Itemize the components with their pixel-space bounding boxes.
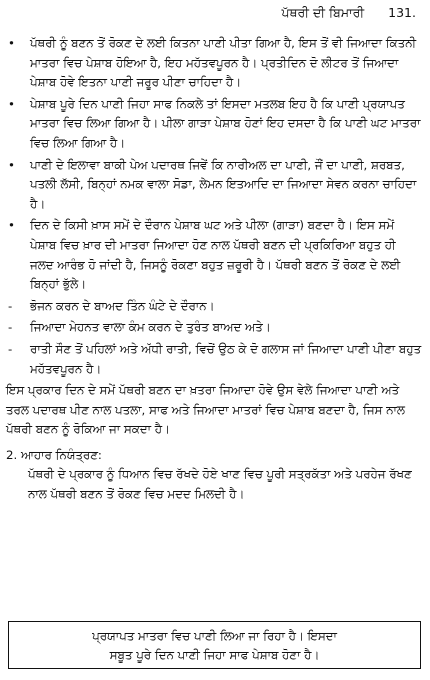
- dash-item-text: ਜਿਆਦਾ ਮੇਹਨਤ ਵਾਲਾ ਕੰਮ ਕਰਨ ਦੇ ਤੁਰੰਤ ਬਾਅਦ ਅਤੇ।: [30, 320, 271, 335]
- page-header: [0, 5, 416, 21]
- list-item: [6, 216, 422, 294]
- dash-item: [6, 297, 422, 317]
- list-item-text: ਪਾਣੀ ਦੇ ਇਲਾਵਾ ਬਾਕੀ ਪੇਅ ਪਦਾਰਥ ਜਿਵੇਂ ਕਿ ਨਾਰੀਅਲ ਦਾ ਪਾਣੀ, ਜੌਂ ਦਾ ਪਾਣੀ, ਸ਼ਰਬਤ, ਪਤਲੀ ਲੱਸੀ, ਬਿਨ੍ਹਾਂ ਨਮਕ ਵਾਲਾ ਸੋਡਾ, ਲੇਮਨ ਇਤਆਦਿ ਦਾ ਜਿਆਦਾ ਸੇਵਨ ਕਰਨਾ ਚਾਹਿਦਾ ਹੈ।: [30, 157, 417, 211]
- dash-marker: -: [8, 320, 13, 335]
- section-body: ਪੱਥਰੀ ਦੇ ਪ੍ਰਕਾਰ ਨੂੰ ਧਿਆਨ ਵਿਚ ਰੱਖਦੇ ਹੋਏ ਖਾਣ ਵਿਚ ਪੂਰੀ ਸਤ੍ਰਕੱਤਾ ਅਤੇ ਪਰਹੇਜ ਰੱਖਣ ਨਾਲ ਪੱਥਰੀ ਬਣਨ ਤੋਂ ਰੋਕਣ ਵਿਚ ਮਦਦ ਮਿਲਦੀ ਹੈ।: [28, 467, 412, 502]
- bullet-marker: •: [8, 218, 15, 233]
- list-item: [6, 156, 422, 215]
- bullet-marker: •: [8, 157, 15, 172]
- highlight-line-2: ਸਬੂਤ ਪੂਰੇ ਦਿਨ ਪਾਣੀ ਜਿਹਾ ਸਾਫ ਪੇਸ਼ਾਬ ਹੋਣਾ ਹੈ।: [109, 648, 320, 662]
- list-item-text: ਦਿਨ ਦੇ ਕਿਸੀ ਖ਼ਾਸ ਸਮੇਂ ਦੇ ਦੌਰਾਨ ਪੇਸ਼ਾਬ ਘਟ ਅਤੇ ਪੀਲਾ (ਗਾੜਾ) ਬਣਦਾ ਹੈ। ਇਸ ਸਮੇਂ ਪੇਸ਼ਾਬ ਵਿਚ ਖ਼ਾਰ ਦੀ ਮਾਤਰਾ ਜਿਆਦਾ ਹੋਣ ਨਾਲ ਪੱਥਰੀ ਬਣਨ ਦੀ ਪ੍ਰਕਿਰਿਆ ਬਹੁਤ ਹੀ ਜਲਦ ਆਰੰਭ ਹੋ ਜਾਂਦੀ ਹੈ, ਜਿਸਨੂੰ ਰੋਕਣਾ ਬਹੁਤ ਜ਼ਰੂਰੀ ਹੈ। ਪੱਥਰੀ ਬਣਨ ਤੋਂ ਰੋਕਣ ਦੇ ਲਈ ਬਿਨ੍ਹਾਂ ਭੁੱਲੇ।: [30, 218, 401, 292]
- bullet-marker: •: [8, 96, 15, 111]
- dash-item-text: ਰਾਤੀ ਸੌਣ ਤੋਂ ਪਹਿਲਾਂ ਅਤੇ ਅੱਧੀ ਰਾਤੀ, ਵਿਚੋਂ ਉਠ ਕੇ ਦੋ ਗਲਾਸ ਜਾਂ ਜਿਆਦਾ ਪਾਣੀ ਪੀਣਾ ਬਹੁਤ ਮਹੱਤਵਪੂਰਨ ਹੈ।: [30, 341, 422, 376]
- section-diet-control: [6, 446, 422, 505]
- highlight-box: [8, 621, 421, 669]
- page-content: [6, 34, 422, 505]
- highlight-line-1: ਪ੍ਰਯਾਪਤ ਮਾਤਰਾ ਵਿਚ ਪਾਣੀ ਲਿਆ ਜਾ ਰਿਹਾ ਹੈ। ਇਸਦਾ: [92, 629, 337, 643]
- page-number: 131.: [388, 5, 416, 20]
- dash-marker: -: [8, 298, 13, 313]
- running-title: ਪੱਥਰੀ ਦੀ ਬਿਮਾਰੀ: [281, 5, 365, 20]
- dash-marker: -: [8, 341, 13, 356]
- bullet-marker: •: [8, 36, 15, 50]
- list-item-text: ਪੱਥਰੀ ਨੂੰ ਬਣਨ ਤੋਂ ਰੋਕਣ ਦੇ ਲਈ ਕਿਤਨਾ ਪਾਣੀ ਪੀਤਾ ਗਿਆ ਹੈ, ਇਸ ਤੋਂ ਵੀ ਜਿਆਦਾ ਕਿਤਨੀ ਮਾਤਰਾ ਵਿਚ ਪੇਸ਼ਾਬ ਹੋਇਆ ਹੈ, ਇਹ ਮਹੱਤਵਪੂਰਨ ਹੈ। ਪ੍ਰਤੀਦਿਨ ਦੋ ਲੀਟਰ ਤੋਂ ਜਿਆਦਾ ਪੇਸ਼ਾਬ ਹੋਵੇ ਇਤਨਾ ਪਾਣੀ ਜਰੂਰ ਪੀਣਾ ਚਾਹਿਦਾ ਹੈ।: [30, 36, 417, 90]
- list-item-text: ਪੇਸ਼ਾਬ ਪੂਰੇ ਦਿਨ ਪਾਣੀ ਜਿਹਾ ਸਾਫ ਨਿਕਲੇ ਤਾਂ ਇਸਦਾ ਮਤਲਬ ਇਹ ਹੈ ਕਿ ਪਾਣੀ ਪ੍ਰਯਾਪਤ ਮਾਤਰਾ ਵਿਚ ਲਿਆ ਗਿਆ ਹੈ। ਪੀਲਾ ਗਾੜਾ ਪੇਸ਼ਾਬ ਹੋਣਾਂ ਇਹ ਦਸਦਾ ਹੈ ਕਿ ਪਾਣੀ ਘਟ ਮਾਤਰਾ ਵਿਚ ਲਿਆ ਗਿਆ ਹੈ।: [30, 96, 421, 150]
- dash-item: [6, 318, 422, 338]
- section-heading: 2. ਆਹਾਰ ਨਿਯੰਤ੍ਰਣ:: [6, 447, 102, 462]
- list-item: [6, 95, 422, 154]
- dash-item-text: ਭੋਜਨ ਕਰਨ ਦੇ ਬਾਅਦ ਤਿੰਨ ਘੰਟੇ ਦੇ ਦੌਰਾਨ।: [30, 298, 215, 313]
- list-item: [6, 34, 422, 93]
- dash-item: [6, 340, 422, 379]
- body-paragraph: ਇਸ ਪ੍ਰਕਾਰ ਦਿਨ ਦੇ ਸਮੇਂ ਪੱਥਰੀ ਬਣਨ ਦਾ ਖ਼ਤਰਾ ਜਿਆਦਾ ਹੋਵੇ ਉਸ ਵੇਲੇ ਜਿਆਦਾ ਪਾਣੀ ਅਤੇ ਤਰਲ ਪਦਾਰਥ ਪੀਣ ਨਾਲ ਪਤਲਾ, ਸਾਫ ਅਤੇ ਜਿਆਦਾ ਮਾਤਰਾਂ ਵਿਚ ਪੇਸ਼ਾਬ ਬਣਦਾ ਹੈ, ਜਿਸ ਨਾਲ ਪੱਥਰੀ ਬਣਨ ਨੂੰ ਰੋਕਿਆ ਜਾ ਸਕਦਾ ਹੈ।: [6, 383, 405, 437]
